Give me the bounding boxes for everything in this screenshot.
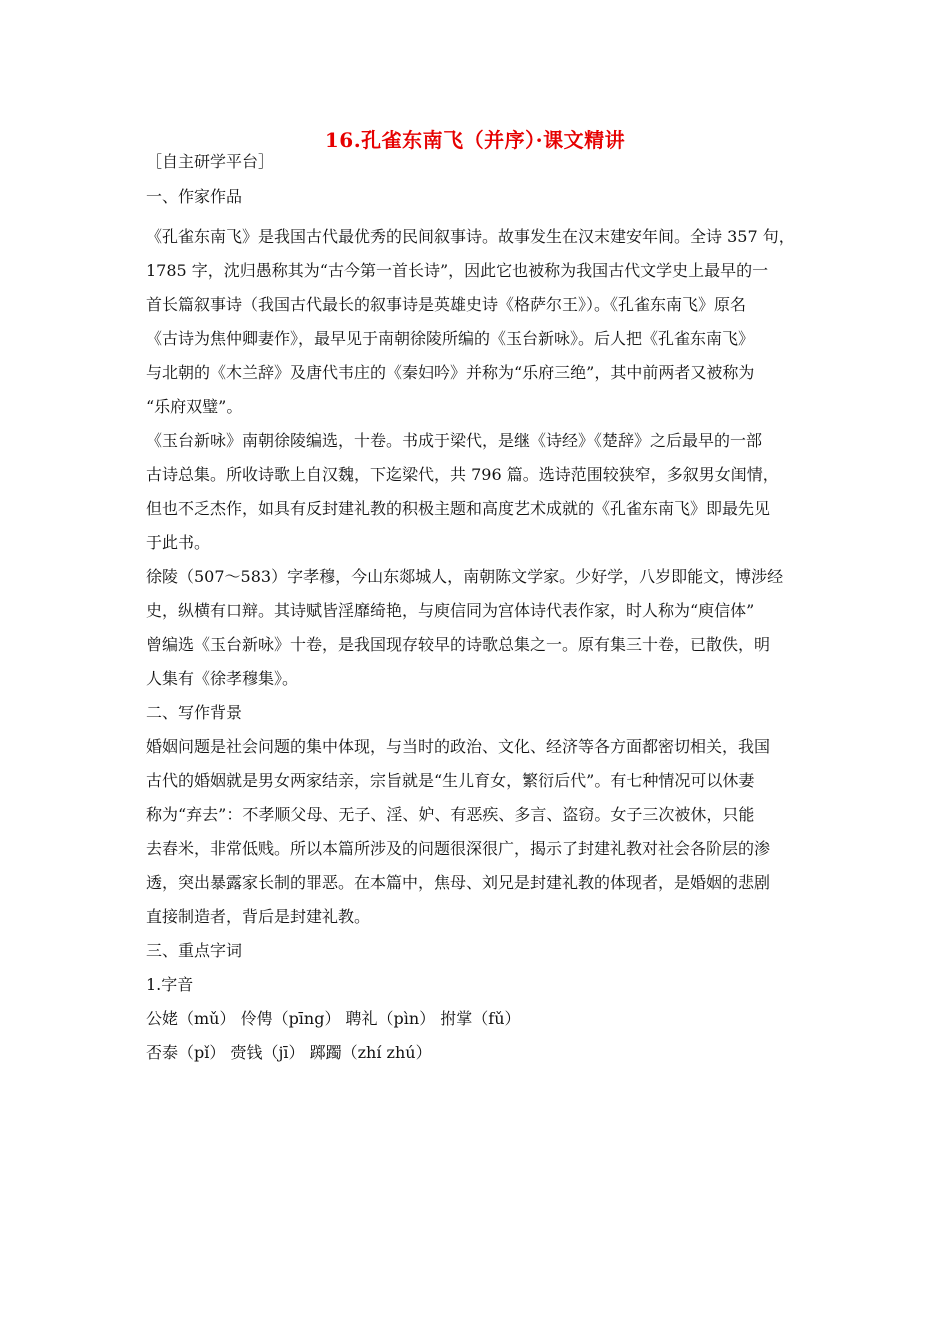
text-line: 《玉台新咏》南朝徐陵编选，十卷。书成于梁代，是继《诗经》《楚辞》之后最早的一部 [146, 431, 763, 450]
text-line: 直接制造者，背后是封建礼教。 [146, 907, 371, 926]
text-line: 于此书。 [146, 533, 211, 552]
text-line: 透，突出暴露家长制的罪恶。在本篇中，焦母、刘兄是封建礼教的体现者，是婚姻的悲剧 [146, 873, 771, 892]
text-line: 首长篇叙事诗（我国古代最长的叙事诗是英雄史诗《格萨尔王》）。《孔雀东南飞》原名 [146, 295, 747, 314]
text-line: 《孔雀东南飞》是我国古代最优秀的民间叙事诗。故事发生在汉末建安年间。全诗 357 句， [146, 227, 795, 246]
document-body [146, 150, 816, 1070]
pronunciation-heading: 1.字音 [146, 975, 194, 994]
text-line: “乐府双璧”。 [146, 397, 243, 416]
text-line: 但也不乏杰作，如具有反封建礼教的积极主题和高度艺术成就的《孔雀东南飞》即最先见 [146, 499, 771, 518]
section2-heading: 二、写作背景 [146, 703, 243, 722]
pronunciation-line-1: 公姥（mǔ） 伶俜（pīng） 聘礼（pìn） 拊掌（fǔ） [146, 1009, 521, 1028]
document-title: 16.孔雀东南飞（并序）·课文精讲 [324, 128, 626, 152]
pronunciation-line-2: 否泰（pǐ） 赍钱（jī） 踯躅（zhí zhú） [146, 1043, 432, 1062]
section1-paragraph-2 [146, 424, 816, 560]
section3-heading: 三、重点字词 [146, 941, 243, 960]
text-line: 称为“弃去”：不孝顺父母、无子、淫、妒、有恶疾、多言、盗窃。女子三次被休，只能 [146, 805, 755, 824]
text-line: 曾编选《玉台新咏》十卷，是我国现存较早的诗歌总集之一。原有集三十卷，已散佚，明 [146, 635, 771, 654]
text-line: 古诗总集。所收诗歌上自汉魏，下迄梁代，共 796 篇。选诗范围较狭窄，多叙男女闺情， [146, 465, 779, 484]
text-line: 史，纵横有口辩。其诗赋皆淫靡绮艳，与庾信同为宫体诗代表作家，时人称为“庾信体” [146, 601, 755, 620]
section2-paragraph [146, 730, 816, 934]
section1-heading: 一、作家作品 [146, 187, 243, 206]
section1-paragraph-1 [146, 220, 816, 424]
text-line: 去舂米，非常低贱。所以本篇所涉及的问题很深很广，揭示了封建礼教对社会各阶层的渗 [146, 839, 771, 858]
text-line: 古代的婚姻就是男女两家结亲，宗旨就是“生儿育女，繁衍后代”。有七种情况可以休妻 [146, 771, 755, 790]
text-line: 婚姻问题是社会问题的集中体现，与当时的政治、文化、经济等各方面都密切相关，我国 [146, 737, 771, 756]
text-line: 《古诗为焦仲卿妻作》，最早见于南朝徐陵所编的《玉台新咏》。后人把《孔雀东南飞》 [146, 329, 755, 348]
text-line: 1785 字，沈归愚称其为“古今第一首长诗”，因此它也被称为我国古代文学史上最早的一 [146, 261, 769, 280]
text-line: 人集有《徐孝穆集》。 [146, 669, 299, 688]
text-line: 与北朝的《木兰辞》及唐代韦庄的《秦妇吟》并称为“乐府三绝”，其中前两者又被称为 [146, 363, 755, 382]
text-line: 徐陵（507～583）字孝穆，今山东郯城人，南朝陈文学家。少好学，八岁即能文，博涉经 [146, 567, 784, 586]
section1-paragraph-3 [146, 560, 816, 696]
platform-label: ［自主研学平台］ [146, 152, 275, 171]
